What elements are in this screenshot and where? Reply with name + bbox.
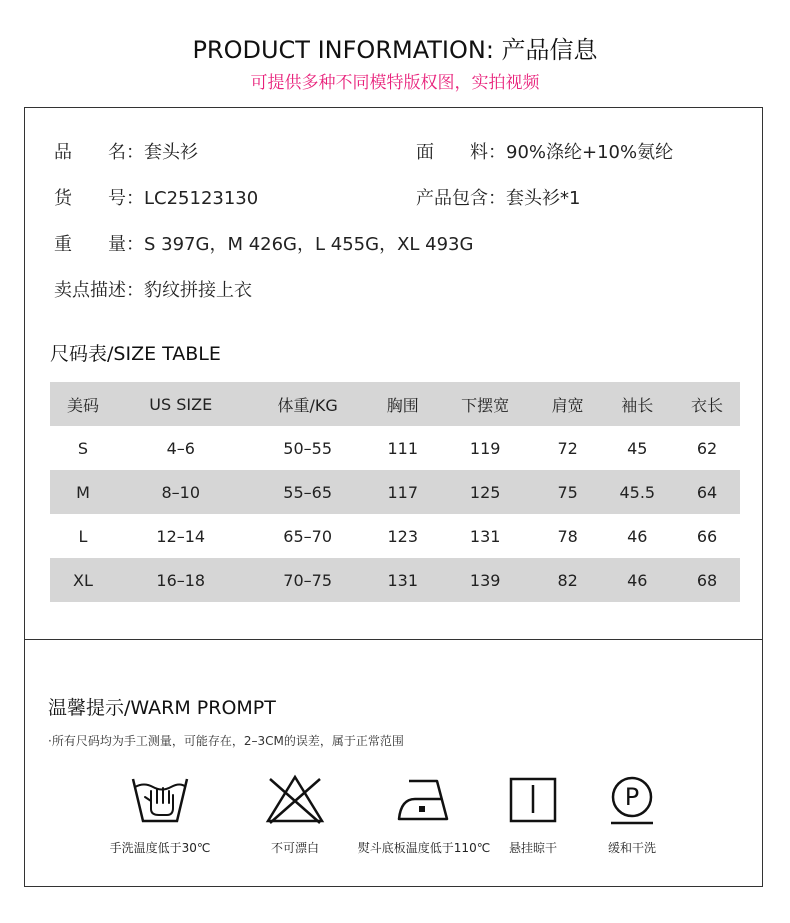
table-cell: 45 <box>627 438 648 458</box>
table-cell: 55–65 <box>283 482 333 502</box>
table-cell: L <box>78 526 88 546</box>
table-header-cell: 袖长 <box>621 395 654 415</box>
table-cell: 64 <box>696 482 718 502</box>
material-label: 面 料： <box>416 142 506 163</box>
sku-row <box>54 184 258 210</box>
weight-label: 重 量： <box>54 234 144 255</box>
svg-text:P: P <box>624 783 640 811</box>
table-cell: 46 <box>627 526 648 546</box>
table-header-cell: 肩宽 <box>551 395 584 415</box>
material-value: 90%涤纶+10%氨纶 <box>506 142 674 163</box>
table-cell: 139 <box>469 570 501 590</box>
table-row <box>50 514 740 558</box>
gentle-dry-clean-icon <box>601 773 663 827</box>
table-header-cell: 美码 <box>66 395 99 415</box>
contains-row <box>416 184 580 210</box>
care-item-no-bleach <box>225 773 365 856</box>
table-cell: 123 <box>387 526 419 546</box>
table-cell: 78 <box>557 526 578 546</box>
line-dry-icon <box>502 773 564 827</box>
name-value: 套头衫 <box>144 142 198 163</box>
table-header-cell: 衣长 <box>690 395 723 415</box>
table-row <box>50 470 740 514</box>
table-cell: 125 <box>469 482 501 502</box>
table-cell: 66 <box>696 526 718 546</box>
table-cell: M <box>76 482 90 502</box>
table-cell: XL <box>73 570 93 590</box>
table-header-cell: US SIZE <box>149 394 213 414</box>
weight-value: S 397G，M 426G，L 455G，XL 493G <box>144 234 474 255</box>
table-cell: 68 <box>696 570 718 590</box>
name-label: 品 名： <box>54 142 144 163</box>
selling-label: 卖点描述： <box>54 280 144 301</box>
name-row <box>54 138 198 164</box>
table-cell: 111 <box>387 438 419 458</box>
table-cell: 72 <box>557 438 578 458</box>
table-cell: 131 <box>387 570 419 590</box>
table-row <box>50 426 740 470</box>
table-cell: 131 <box>469 526 501 546</box>
table-cell: 70–75 <box>283 570 333 590</box>
table-cell: 16–18 <box>156 570 206 590</box>
care-label: 手洗温度低于30℃ <box>109 841 211 855</box>
table-cell: 45.5 <box>619 482 656 502</box>
table-cell: 8–10 <box>161 482 201 502</box>
care-item-dry-clean <box>562 773 702 856</box>
contains-label: 产品包含： <box>416 188 506 209</box>
selling-value: 豹纹拼接上衣 <box>144 280 252 301</box>
no-bleach-icon <box>264 773 326 827</box>
table-cell: 117 <box>387 482 419 502</box>
table-row <box>50 558 740 602</box>
table-cell: 82 <box>557 570 578 590</box>
table-header-cell: 胸围 <box>386 395 419 415</box>
table-cell: S <box>77 438 89 458</box>
contains-value: 套头衫*1 <box>506 188 581 209</box>
section-divider <box>25 639 762 640</box>
care-label: 悬挂晾干 <box>508 841 557 855</box>
page-title: PRODUCT INFORMATION: 产品信息 <box>192 36 598 64</box>
info-box <box>24 107 763 887</box>
material-row <box>416 138 673 164</box>
table-cell: 119 <box>469 438 501 458</box>
measurement-note: ·所有尺码均为手工测量，可能存在，2–3CM的误差，属于正常范围 <box>48 734 404 748</box>
care-label: 熨斗底板温度低于110℃ <box>357 841 491 855</box>
weight-row <box>54 230 473 256</box>
size-table-title: 尺码表/SIZE TABLE <box>50 343 221 365</box>
selling-row <box>54 276 252 302</box>
table-header-cell: 体重/KG <box>277 395 338 415</box>
hand-wash-icon <box>129 773 191 827</box>
warm-prompt-title: 温馨提示/WARM PROMPT <box>48 697 276 719</box>
table-cell: 4–6 <box>166 438 195 458</box>
size-table <box>50 382 740 602</box>
page-subtitle: 可提供多种不同模特版权图，实拍视频 <box>250 73 540 93</box>
table-cell: 12–14 <box>156 526 206 546</box>
table-header-cell: 下摆宽 <box>461 395 510 415</box>
sku-value: LC25123130 <box>144 188 259 209</box>
care-label: 缓和干洗 <box>607 841 656 855</box>
table-cell: 65–70 <box>283 526 333 546</box>
table-cell: 62 <box>696 438 718 458</box>
table-cell: 50–55 <box>283 438 333 458</box>
care-item-hand-wash <box>90 773 230 856</box>
iron-icon <box>393 773 455 827</box>
table-cell: 75 <box>557 482 578 502</box>
table-cell: 46 <box>627 570 648 590</box>
table-header-row <box>50 382 740 426</box>
sku-label: 货 号： <box>54 188 144 209</box>
care-label: 不可漂白 <box>270 841 319 855</box>
